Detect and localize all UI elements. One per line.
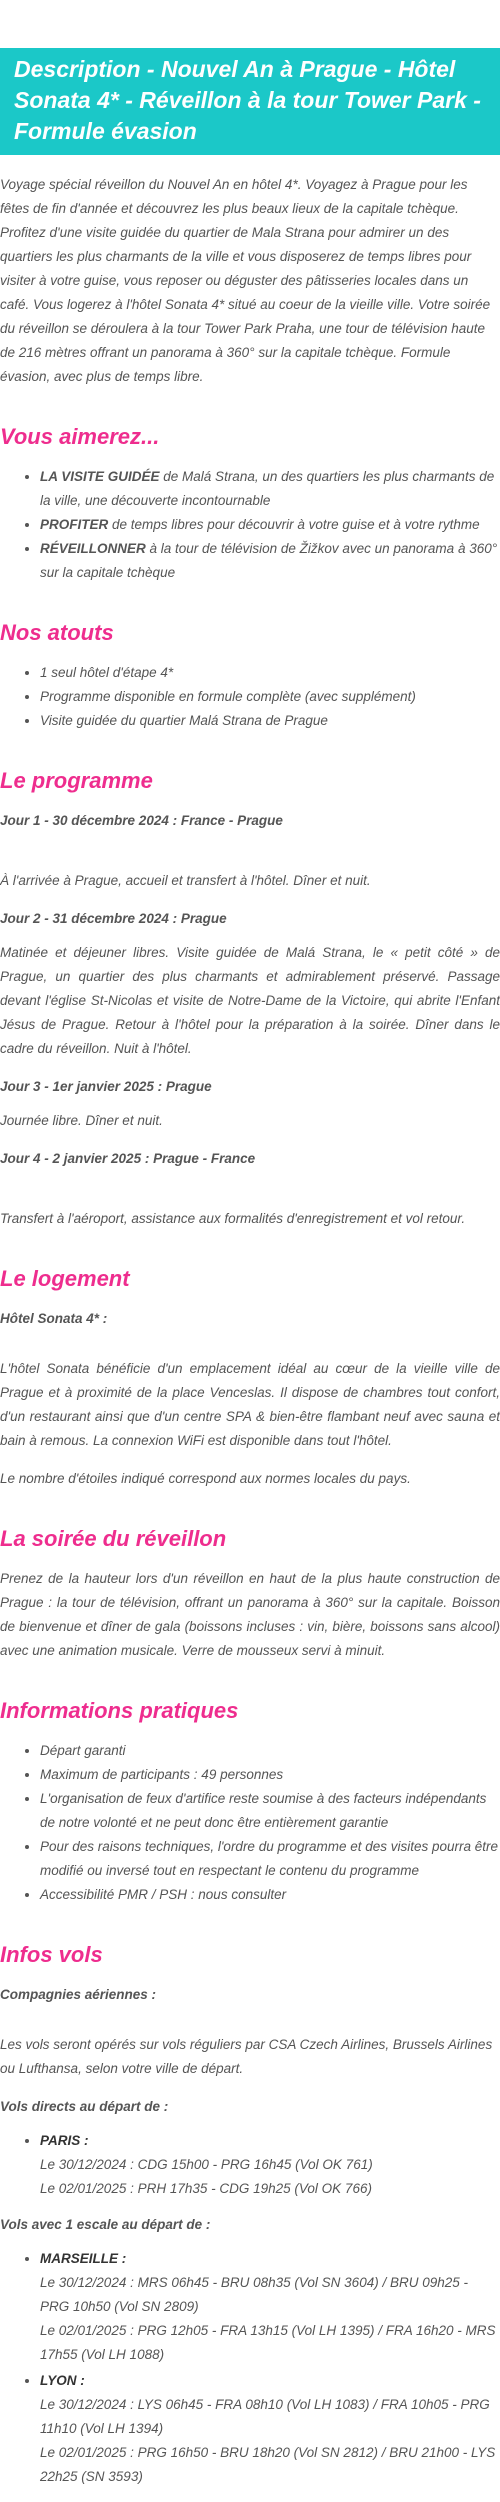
day-text: Matinée et déjeuner libres. Visite guidée de Malá Strana, le « petit côté » de Prague, un quartier des plus charmants et admirablement préservé. Passage devant l'église St-Nicolas et visite de Notre-Dame de la Victoire, qui abrite l'Enfant Jésus de Prague. Retour à l'hôtel pour la préparation à la soirée. Dîner dans le cadre du réveillon. Nuit à l'hôtel. xyxy=(0,945,500,1056)
flight-line: Le 30/12/2024 : MRS 06h45 - BRU 08h35 (Vol SN 3604) / BRU 09h25 - PRG 10h50 (Vol SN 2809) xyxy=(40,2275,468,2314)
flight-line: Le 02/01/2025 : PRG 16h50 - BRU 18h20 (Vol SN 2812) / BRU 21h00 - LYS 22h25 (SN 3593) xyxy=(40,2445,496,2484)
day-title: Jour 2 - 31 décembre 2024 : Prague xyxy=(0,911,227,926)
list-item xyxy=(40,465,500,513)
list-item: • 1 seul hôtel d'étape 4* xyxy=(40,661,500,685)
list-item: • Accessibilité PMR / PSH : nous consulter xyxy=(40,1883,500,1907)
list-item: • L'organisation de feux d'artifice reste soumise à des facteurs indépendants de notre volonté et ne peut donc être entièrement garantie xyxy=(40,1787,500,1835)
city-name: LYON : xyxy=(40,2373,85,2388)
flight-line: Le 02/01/2025 : PRH 17h35 - CDG 19h25 (Vol OK 766) xyxy=(40,2181,372,2196)
infos-list xyxy=(0,1739,500,1907)
city-name: PARIS : xyxy=(40,2133,89,2148)
list-item xyxy=(40,2129,500,2201)
item-strong: LA VISITE GUIDÉE xyxy=(40,469,160,484)
section-title-infos: Informations pratiques xyxy=(0,1698,239,1723)
aimerez-list xyxy=(0,465,500,585)
list-item: • Visite guidée du quartier Malá Strana de Prague xyxy=(40,709,500,733)
day-text: Journée libre. Dîner et nuit. xyxy=(0,1113,163,1128)
item-text: de Malá Strana, un des quartiers les plus charmants de la ville, une découverte incontournable xyxy=(40,469,495,508)
escale-flights-list xyxy=(0,2247,500,2489)
flight-line: Le 02/01/2025 : PRG 12h05 - FRA 13h15 (Vol LH 1395) / FRA 16h20 - MRS 17h55 (Vol LH 1088) xyxy=(40,2323,496,2362)
section-title-programme: Le programme xyxy=(0,768,153,793)
hotel-name: Hôtel Sonata 4* : xyxy=(0,1311,108,1326)
item-text: de temps libres pour découvrir à votre guise et à votre rythme xyxy=(108,517,480,532)
item-strong: RÉVEILLONNER xyxy=(40,541,146,556)
section-title-aimerez: Vous aimerez... xyxy=(0,424,160,449)
city-name: MARSEILLE : xyxy=(40,2251,127,2266)
list-item xyxy=(40,537,500,585)
section-title-vols: Infos vols xyxy=(0,1942,103,1967)
escale-flights-title: Vols avec 1 escale au départ de : xyxy=(0,2217,211,2232)
list-item xyxy=(40,2247,500,2367)
flight-line: Le 30/12/2024 : CDG 15h00 - PRG 16h45 (Vol OK 761) xyxy=(40,2157,373,2172)
page-title: Description - Nouvel An à Prague - Hôtel Sonata 4* - Réveillon à la tour Tower Park - Formule évasion xyxy=(0,48,500,155)
soiree-text: Prenez de la hauteur lors d'un réveillon en haut de la plus haute construction de Prague : la tour de télévision, offrant un panorama à 360° sur la capitale. Boisson de bienvenue et dîner de gala (boissons incluses : vin, bière, boissons sans alcool) avec une animation musicale. Verre de mousseux servi à minuit. xyxy=(0,1571,500,1658)
hotel-description: L'hôtel Sonata bénéficie d'un emplacement idéal au cœur de la vieille ville de Prague et à proximité de la place Venceslas. Il dispose de chambres tout confort, d'un restaurant ainsi que d'un centre SPA & bien-être flambant neuf avec sauna et bain à remous. La connexion WiFi est disponible dans tout l'hôtel. xyxy=(0,1361,500,1448)
list-item: • Programme disponible en formule complète (avec supplément) xyxy=(40,685,500,709)
list-item: • Maximum de participants : 49 personnes xyxy=(40,1763,500,1787)
section-title-atouts: Nos atouts xyxy=(0,620,114,645)
item-strong: PROFITER xyxy=(40,517,109,532)
day-text: À l'arrivée à Prague, accueil et transfert à l'hôtel. Dîner et nuit. xyxy=(0,873,371,888)
companies-title: Compagnies aériennes : xyxy=(0,1987,157,2002)
list-item xyxy=(40,2369,500,2489)
list-item xyxy=(40,513,500,537)
item-text: à la tour de télévision de Žižkov avec un panorama à 360° sur la capitale tchèque xyxy=(40,541,498,580)
list-item: • Pour des raisons techniques, l'ordre du programme et des visites pourra être modifié ou inversé tout en respectant le contenu du programme xyxy=(40,1835,500,1883)
day-title: Jour 1 - 30 décembre 2024 : France - Prague xyxy=(0,813,283,828)
flight-line: Le 30/12/2024 : LYS 06h45 - FRA 08h10 (Vol LH 1083) / FRA 10h05 - PRG 11h10 (Vol LH 1394) xyxy=(40,2397,490,2436)
day-title: Jour 3 - 1er janvier 2025 : Prague xyxy=(0,1079,212,1094)
direct-flights-title: Vols directs au départ de : xyxy=(0,2099,169,2114)
hotel-note: Le nombre d'étoiles indiqué correspond aux normes locales du pays. xyxy=(0,1471,411,1486)
companies-text: Les vols seront opérés sur vols réguliers par CSA Czech Airlines, Brussels Airlines ou Lufthansa, selon votre ville de départ. xyxy=(0,2037,493,2076)
atouts-list xyxy=(0,661,500,733)
section-title-soiree: La soirée du réveillon xyxy=(0,1526,227,1551)
day-title: Jour 4 - 2 janvier 2025 : Prague - France xyxy=(0,1151,256,1166)
direct-flights-list xyxy=(0,2129,500,2201)
day-text: Transfert à l'aéroport, assistance aux formalités d'enregistrement et vol retour. xyxy=(0,1211,466,1226)
list-item: • Départ garanti xyxy=(40,1739,500,1763)
intro-text: Voyage spécial réveillon du Nouvel An en hôtel 4*. Voyagez à Prague pour les fêtes de fin d'année et découvrez les plus beaux lieux de la capitale tchèque. Profitez d'une visite guidée du quartier de Mala Strana pour admirer un des quartiers les plus charmants de la ville et vous disposerez de temps libres pour visiter à votre guise, vous reposer ou déguster des pâtisseries locales dans un café. Vous logerez à l'hôtel Sonata 4* situé au coeur de la vieille ville. Votre soirée du réveillon se déroulera à la tour Tower Park Praha, une tour de télévision haute de 216 mètres offrant un panorama à 360° sur la capitale tchèque. Formule évasion, avec plus de temps libre. xyxy=(0,177,491,384)
section-title-logement: Le logement xyxy=(0,1266,130,1291)
